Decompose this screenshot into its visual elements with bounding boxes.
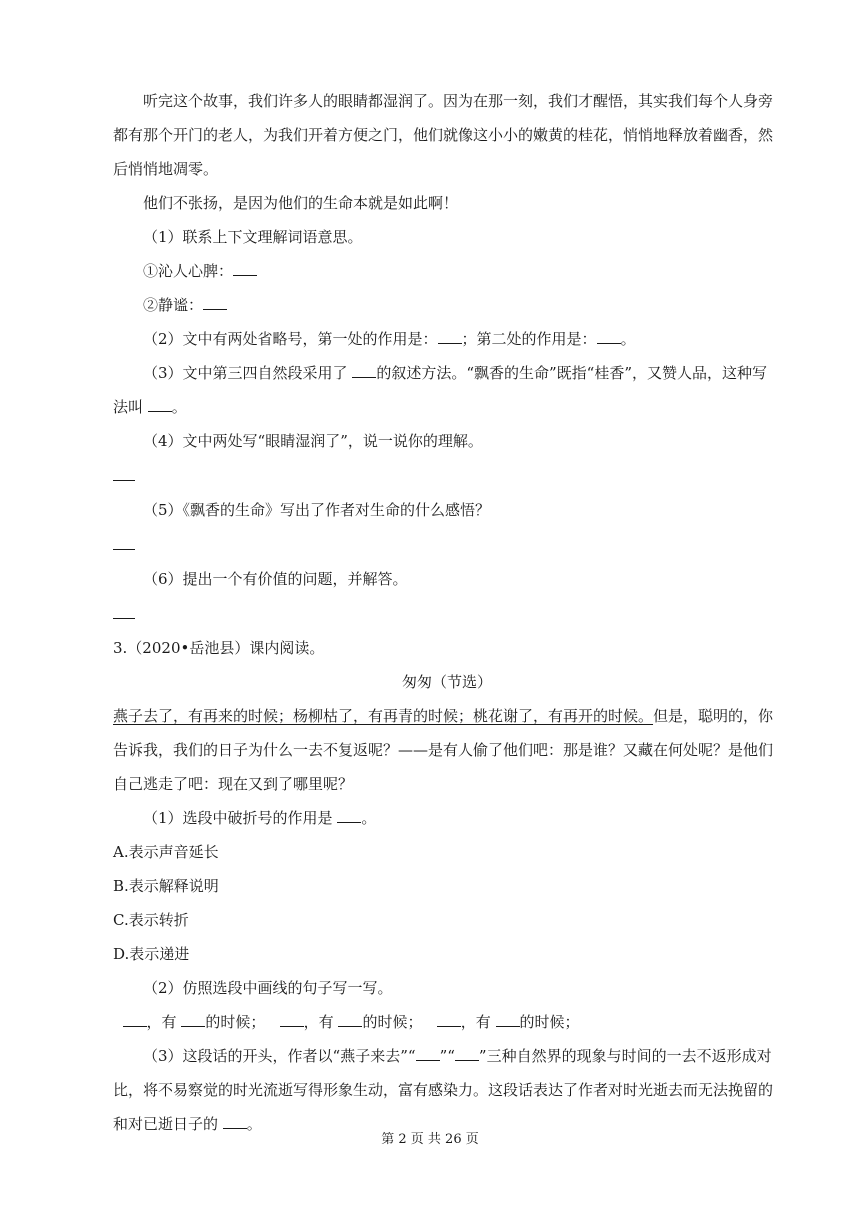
answer-blank[interactable] [352,359,376,378]
question-6: （6）提出一个有价值的问题，并解答。 [143,570,408,588]
document-page [113,84,781,1141]
answer-blank[interactable] [338,1008,362,1027]
s3-question-2-blanks: ，有 的时候； ，有 的时候； ，有 的时候； [113,1005,781,1039]
question-1a: ①沁人心脾： [113,254,781,288]
answer-blank[interactable] [113,527,135,550]
page-footer: 第 2 页 共 26 页 [381,1132,479,1147]
s3-question-3: （3）这段话的开头，作者以“燕子来去”“ ”“ ”三种自然界的现象与时间的一去不返形成对比，将不易察觉的时光流逝写得形象生动，富有感染力。这段话表达了作者对时光逝去而无法挽留的和对已逝日子的 。 [113,1039,781,1141]
answer-blank[interactable] [113,596,135,619]
question-5: （5）《飘香的生命》写出了作者对生命的什么感悟？ [143,501,491,519]
answer-blank[interactable] [123,1008,147,1027]
question-1: （1）联系上下文理解词语意思。 [143,228,363,246]
answer-blank[interactable] [203,291,227,310]
option-d[interactable]: D.表示递进 [113,945,190,963]
s3-question-2: （2）仿照选段中画线的句子写一写。 [143,979,393,997]
passage-title: 匆匆（节选） [401,673,492,691]
answer-blank[interactable] [280,1008,304,1027]
question-1b: ②静谧： [113,288,781,322]
answer-blank[interactable] [437,1008,461,1027]
story-paragraph-2: 他们不张扬，是因为他们的生命本就是如此啊！ [143,194,459,212]
answer-blank[interactable] [337,804,361,823]
s3-question-1: （1）选段中破折号的作用是 。 [113,801,781,835]
answer-blank[interactable] [496,1008,520,1027]
answer-blank[interactable] [597,325,621,344]
passage-text: 燕子去了，有再来的时候；杨柳枯了，有再青的时候；桃花谢了，有再开的时候。但是，聪明的，你告诉我，我们的日子为什么一去不复返呢？——是有人偷了他们吧：那是谁？又藏在何处呢？是他们自己逃走了吧：现在又到了哪里呢？ [113,707,774,793]
answer-blank[interactable] [223,1110,247,1129]
answer-blank[interactable] [455,1042,479,1061]
section-heading: 3.（2020•岳池县）课内阅读。 [113,639,325,657]
answer-blank[interactable] [148,393,172,412]
question-3: （3）文中第三四自然段采用了 的叙述方法。“飘香的生命”既指“桂香”，又赞人品，这种写法叫 。 [113,356,781,424]
question-4: （4）文中两处写“眼睛湿润了”，说一说你的理解。 [143,432,483,450]
story-paragraph-1: 听完这个故事，我们许多人的眼睛都湿润了。因为在那一刻，我们才醒悟，其实我们每个人身旁都有那个开门的老人，为我们开着方便之门，他们就像这小小的嫩黄的桂花，悄悄地释放着幽香，然后悄悄地凋零。 [113,92,774,178]
answer-blank[interactable] [113,458,135,481]
option-a[interactable]: A.表示声音延长 [113,843,219,861]
answer-blank[interactable] [181,1008,205,1027]
question-2: （2）文中有两处省略号，第一处的作用是： ；第二处的作用是： 。 [113,322,781,356]
answer-blank[interactable] [416,1042,440,1061]
option-c[interactable]: C.表示转折 [113,911,189,929]
answer-blank[interactable] [233,257,257,276]
option-b[interactable]: B.表示解释说明 [113,877,219,895]
answer-blank[interactable] [438,325,462,344]
underlined-sentence: 燕子去了，有再来的时候；杨柳枯了，有再青的时候；桃花谢了，有再开的时候。 [113,707,654,725]
